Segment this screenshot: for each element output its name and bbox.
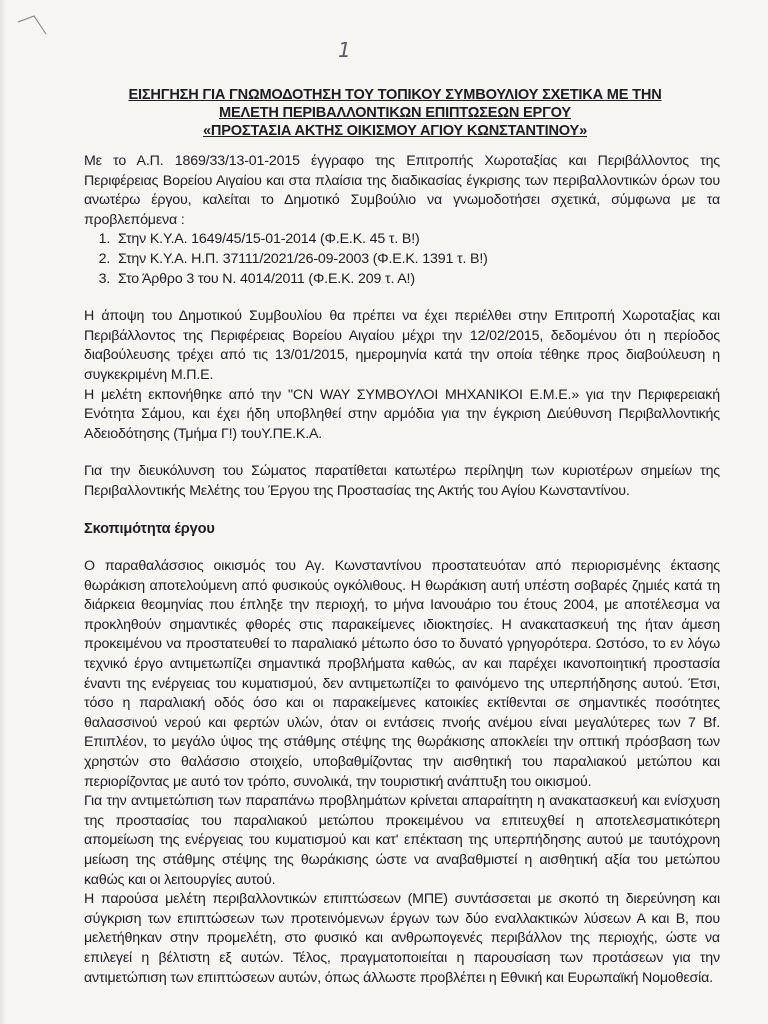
reference-list [84, 230, 720, 289]
document-title [100, 86, 690, 140]
reference-item: 3. Στο Άρθρο 3 του Ν. 4014/2011 (Φ.Ε.Κ. 209 τ. Α!) [114, 270, 720, 290]
document-body [84, 152, 720, 988]
opinion-paragraph: Η άποψη του Δημοτικού Συμβουλίου θα πρέπει να έχει περιέλθει στην Επιτροπή Χωροταξίας και Περιβάλλοντος της Περιφέρειας Βορείου Αιγαίου μέχρι την 12/02/2015, δεδομένου ότι η περίοδος διαβούλευσης τρέχει από τις 13/01/2015, ημερομηνία κατά την οποία τέθηκε προς διαβούλευση η συγκεκριμένη Μ.Π.Ε. [84, 308, 720, 383]
purpose-paragraph-3: Η παρούσα μελέτη περιβαλλοντικών επιπτώσεων (ΜΠΕ) συντάσσεται με σκοπό τη διερεύνηση και σύγκριση των επιπτώσεων των προτεινόμενων έργων των δύο εναλλακτικών λύσεων Α και Β, που μελετήθηκαν στην προμελέτη, στο φυσικό και ανθρωπογενές περιβάλλον της περιοχής, ώστε να επιλεγεί η βέλτιστη εξ αυτών. Τέλος, πραγματοποιείται η παρουσίαση των προτάσεων για την αντιμετώπιση των επιπτώσεων αυτών, όπως άλλωστε προβλέπει η Εθνική και Ευρωπαϊκή Νομοθεσία. [84, 891, 720, 986]
scan-edge-shadow [0, 0, 6, 1024]
section-heading: Σκοπιμότητα έργου [84, 520, 215, 537]
title-line-2: ΜΕΛΕΤΗ ΠΕΡΙΒΑΛΛΟΝΤΙΚΩΝ ΕΠΙΠΤΩΣΕΩΝ ΕΡΓΟΥ [219, 105, 571, 121]
title-line-1: ΕΙΣΗΓΗΣΗ ΓΙΑ ΓΝΩΜΟΔΟΤΗΣΗ ΤΟΥ ΤΟΠΙΚΟΥ ΣΥΜΒΟΥΛΙΟΥ ΣΧΕΤΙΚΑ ΜΕ ΤΗΝ [128, 87, 662, 103]
purpose-paragraph-1: Ο παραθαλάσσιος οικισμός του Αγ. Κωνσταντίνου προστατευόταν από περιορισμένης έκτασης θωράκιση αποτελούμενη από φυσικούς ογκόλιθους. Η θωράκιση αυτή υπέστη σοβαρές ζημιές κατά τη διάρκεια θεομηνίας που έπληξε την περιοχή, το μήνα Ιανουάριο του έτους 2004, με αποτέλεσμα να προκληθούν σημαντικές φθορές στις παρακείμενες ιδιοκτησίες. Η ανακατασκευή της ήταν άμεση προκειμένου να προστατευθεί το παραλιακό μέτωπο όσο το δυνατό γρηγορότερα. Ωστόσο, το εν λόγω τεχνικό έργο αντιμετωπίζει σημαντικά προβλήματα καθώς, αν και παρέχει ικανοποιητική προστασία έναντι της ενέργειας του κυματισμού, δεν αντιμετωπίζει το φαινόμενο της υπερπήδησης αυτού. Έτσι, τόσο η παραλιακή οδός όσο και οι παρακείμενες κατοικίες εκτίθενται σε σημαντικές ποσότητες θαλασσινού νερού και φερτών υλών, όταν οι εντάσεις πνοής ανέμου είναι μεγαλύτερες των 7 Bf. Επιπλέον, το μεγάλο ύψος της στάθμης στέψης της θωράκισης αποκλείει την οπτική πρόσβαση των χρηστών στο θαλάσσιο στοιχείο, υποβαθμίζοντας την αισθητική του παραλιακού μετώπου και περιορίζοντας με αυτό τον τρόπο, συνολικά, την τουριστική ανάπτυξη του οικισμού. [84, 558, 720, 790]
purpose-paragraph-2: Για την αντιμετώπιση των παραπάνω προβλημάτων κρίνεται απαραίτητη η ανακατασκευή και ενίσχυση της προστασίας του παραλιακού μετώπου προκειμένου να επιτευχθεί η αποτελεσματικότερη απομείωση της ενέργειας του κυματισμού και κατ' επέκταση της υπερπήδησης αυτού με ταυτόχρονη μείωση της στάθμης στέψης της θωράκισης ώστε να αναβαθμιστεί η αισθητική αξία του μετώπου καθώς και οι λειτουργίες αυτού. [84, 793, 720, 888]
intro-paragraph: Με το Α.Π. 1869/33/13-01-2015 έγγραφο της Επιτροπής Χωροταξίας και Περιβάλλοντος της Περιφέρειας Βορείου Αιγαίου και στα πλαίσια της διαδικασίας έγκρισης των περιβαλλοντικών όρων του ανωτέρω έργου, καλείται το Δημοτικό Συμβούλιο να γνωμοδοτήσει σχετικά, σύμφωνα με τα προβλεπόμενα : [84, 153, 720, 228]
title-line-3: «ΠΡΟΣΤΑΣΙΑ ΑΚΤΗΣ ΟΙΚΙΣΜΟΥ ΑΓΙΟΥ ΚΩΝΣΤΑΝΤΙΝΟΥ» [202, 123, 588, 139]
reference-item: 2. Στην Κ.Υ.Α. Η.Π. 37111/2021/26-09-2003 (Φ.Ε.Κ. 1391 τ. Β!) [114, 250, 720, 270]
study-paragraph: Η μελέτη εκπονήθηκε από την "CN WAY ΣΥΜΒΟΥΛΟΙ ΜΗΧΑΝΙΚΟΙ Ε.Μ.Ε.» για την Περιφερειακή Ενότητα Σάμου, και έχει ήδη υποβληθεί στην αρμόδια για την έγκριση Διεύθυνση Περιβαλλοντικής Αδειοδότησης (Τμήμα Γ!) τουΥ.ΠΕ.Κ.Α. [84, 386, 720, 442]
reference-item: 1. Στην Κ.Υ.Α. 1649/45/15-01-2014 (Φ.Ε.Κ. 45 τ. Β!) [114, 230, 720, 250]
summary-paragraph: Για την διευκόλυνση του Σώματος παρατίθεται κατωτέρω περίληψη των κυριοτέρων σημείων της Περιβαλλοντικής Μελέτης του Έργου της Προστασίας της Ακτής του Αγίου Κωνσταντίνου. [84, 463, 720, 499]
corner-fold-mark [16, 12, 56, 52]
handwritten-page-number: 1 [338, 38, 351, 62]
